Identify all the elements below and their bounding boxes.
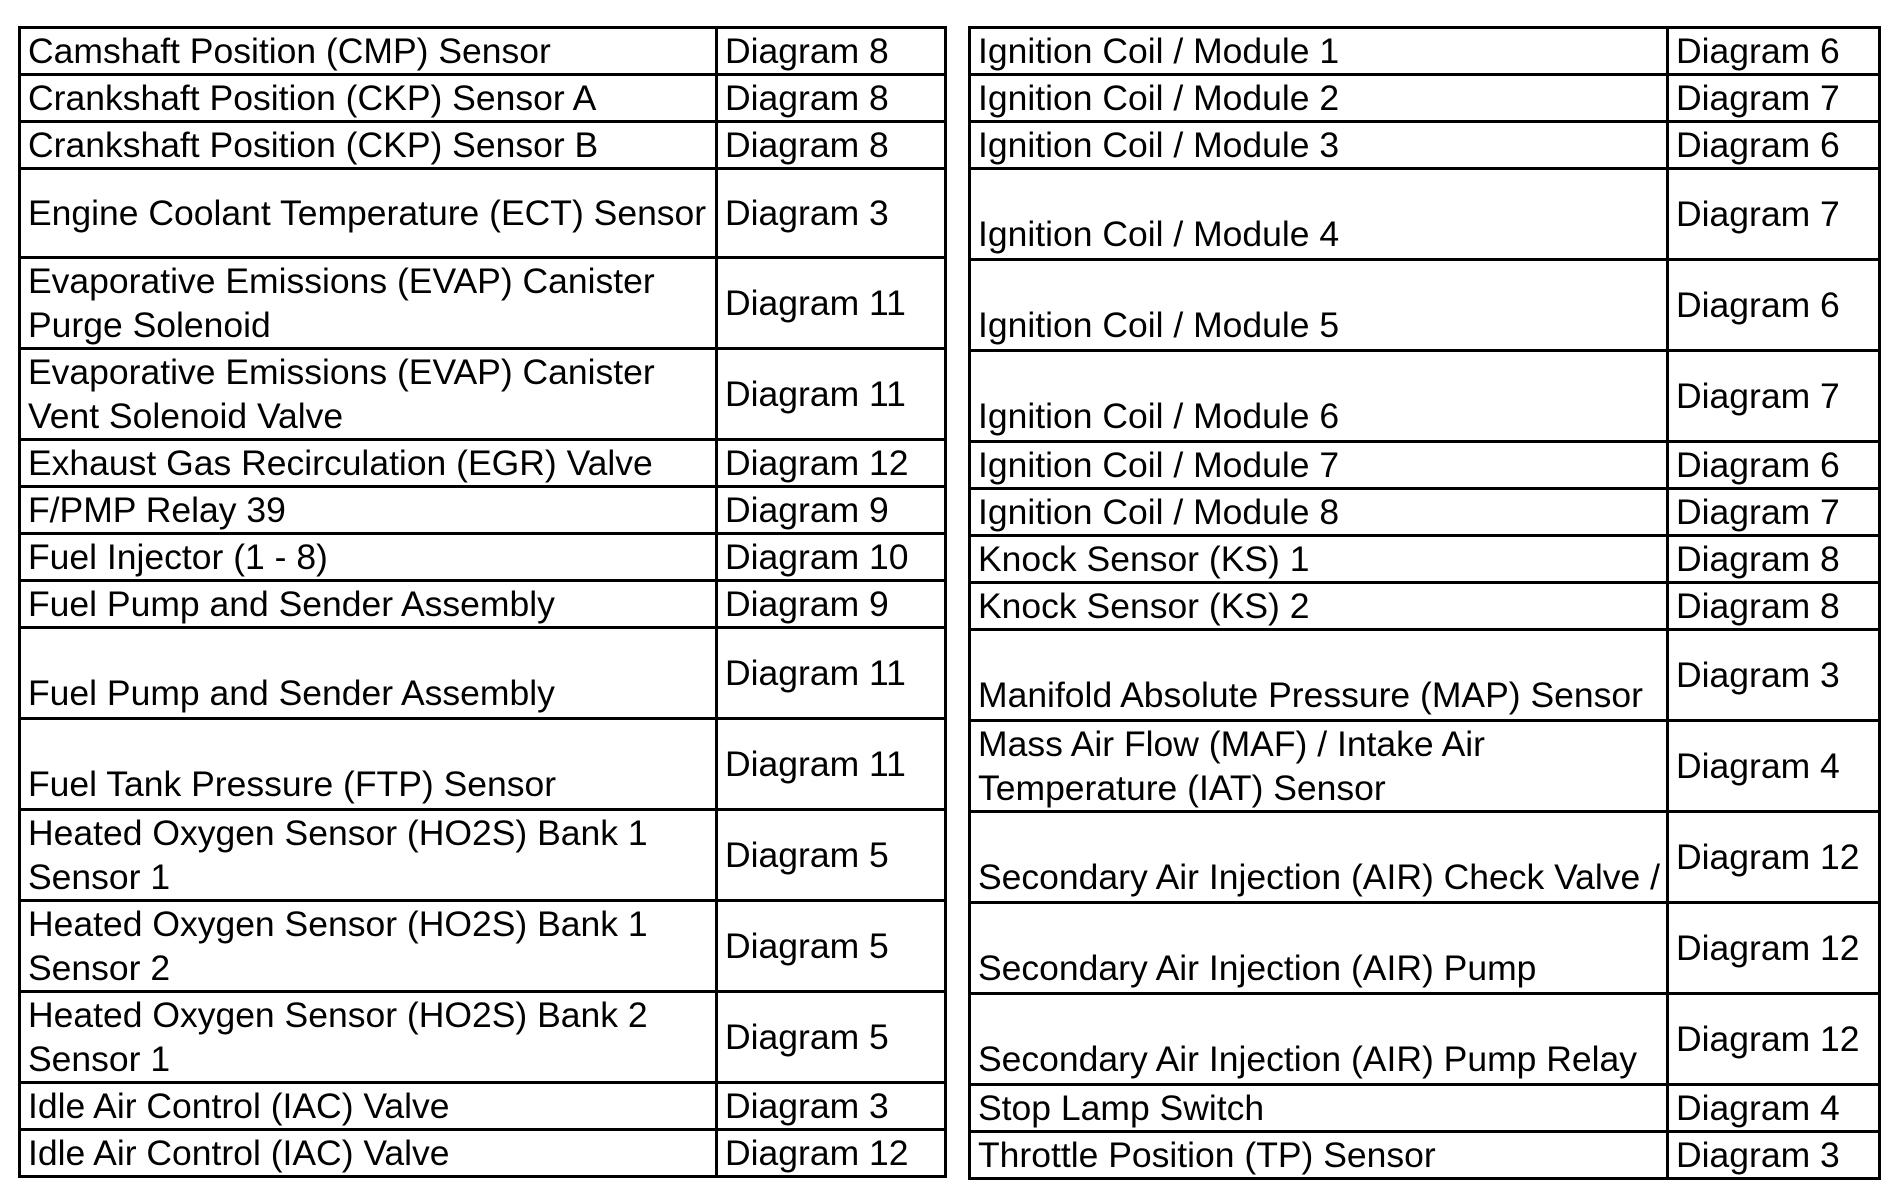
component-name-cell: Knock Sensor (KS) 1 <box>970 536 1668 583</box>
diagram-reference-cell: Diagram 12 <box>717 1130 946 1177</box>
table-row <box>970 812 1880 903</box>
component-name-cell: Evaporative Emissions (EVAP) Canister Vent Solenoid Valve <box>20 349 717 440</box>
table-row <box>970 721 1880 812</box>
table-row <box>20 628 946 719</box>
diagram-reference-cell: Diagram 5 <box>717 992 946 1083</box>
table-row <box>20 487 946 534</box>
component-name-cell: Evaporative Emissions (EVAP) Canister Purge Solenoid <box>20 258 717 349</box>
component-name-cell: Secondary Air Injection (AIR) Pump <box>970 903 1668 994</box>
table-row <box>20 28 946 75</box>
component-name-cell: Ignition Coil / Module 6 <box>970 351 1668 442</box>
component-name-cell: Idle Air Control (IAC) Valve <box>20 1130 717 1177</box>
component-name-cell: Ignition Coil / Module 5 <box>970 260 1668 351</box>
diagram-reference-cell: Diagram 3 <box>717 169 946 258</box>
diagram-reference-cell: Diagram 7 <box>1668 169 1880 260</box>
component-name-cell: Fuel Pump and Sender Assembly <box>20 581 717 628</box>
diagram-reference-cell: Diagram 11 <box>717 628 946 719</box>
diagram-reference-cell: Diagram 8 <box>1668 536 1880 583</box>
diagram-reference-cell: Diagram 12 <box>717 440 946 487</box>
diagram-reference-cell: Diagram 3 <box>1668 630 1880 721</box>
table-row <box>970 903 1880 994</box>
component-name-cell: Heated Oxygen Sensor (HO2S) Bank 2 Sensor 1 <box>20 992 717 1083</box>
table-row <box>970 489 1880 536</box>
table-row <box>970 75 1880 122</box>
diagram-reference-cell: Diagram 6 <box>1668 442 1880 489</box>
component-name-cell: Crankshaft Position (CKP) Sensor B <box>20 122 717 169</box>
table-row <box>970 994 1880 1085</box>
table-row <box>20 122 946 169</box>
component-name-cell: Manifold Absolute Pressure (MAP) Sensor <box>970 630 1668 721</box>
table-row <box>970 630 1880 721</box>
table-row <box>970 1085 1880 1132</box>
component-name-cell: Heated Oxygen Sensor (HO2S) Bank 1 Sensor 2 <box>20 901 717 992</box>
diagram-reference-cell: Diagram 8 <box>717 75 946 122</box>
table-row <box>970 260 1880 351</box>
component-name-cell: Mass Air Flow (MAF) / Intake Air Temperature (IAT) Sensor <box>970 721 1668 812</box>
component-name-cell: Knock Sensor (KS) 2 <box>970 583 1668 630</box>
diagram-reference-cell: Diagram 12 <box>1668 994 1880 1085</box>
diagram-reference-cell: Diagram 6 <box>1668 28 1880 75</box>
table-row <box>20 1083 946 1130</box>
table-row <box>20 810 946 901</box>
diagram-reference-cell: Diagram 7 <box>1668 489 1880 536</box>
diagram-reference-cell: Diagram 9 <box>717 581 946 628</box>
table-row <box>970 122 1880 169</box>
diagram-reference-cell: Diagram 9 <box>717 487 946 534</box>
diagram-reference-cell: Diagram 3 <box>717 1083 946 1130</box>
diagram-reference-cell: Diagram 5 <box>717 901 946 992</box>
table-row <box>20 901 946 992</box>
table-row <box>20 534 946 581</box>
diagram-reference-cell: Diagram 11 <box>717 719 946 810</box>
component-name-cell: Secondary Air Injection (AIR) Check Valve / <box>970 812 1668 903</box>
component-name-cell: Ignition Coil / Module 8 <box>970 489 1668 536</box>
table-row <box>970 1132 1880 1179</box>
component-name-cell: Fuel Tank Pressure (FTP) Sensor <box>20 719 717 810</box>
table-row <box>970 169 1880 260</box>
table-row <box>20 349 946 440</box>
table-row <box>970 536 1880 583</box>
diagram-reference-cell: Diagram 7 <box>1668 351 1880 442</box>
table-row <box>20 581 946 628</box>
diagram-reference-cell: Diagram 11 <box>717 258 946 349</box>
component-name-cell: Exhaust Gas Recirculation (EGR) Valve <box>20 440 717 487</box>
diagram-reference-cell: Diagram 10 <box>717 534 946 581</box>
component-name-cell: Crankshaft Position (CKP) Sensor A <box>20 75 717 122</box>
table-row <box>970 583 1880 630</box>
diagram-reference-cell: Diagram 5 <box>717 810 946 901</box>
component-diagram-table-left <box>18 26 947 1178</box>
table-row <box>20 992 946 1083</box>
diagram-reference-cell: Diagram 6 <box>1668 260 1880 351</box>
diagram-reference-cell: Diagram 7 <box>1668 75 1880 122</box>
diagram-reference-cell: Diagram 8 <box>717 28 946 75</box>
diagram-reference-cell: Diagram 8 <box>1668 583 1880 630</box>
diagram-reference-cell: Diagram 12 <box>1668 903 1880 994</box>
component-name-cell: F/PMP Relay 39 <box>20 487 717 534</box>
component-name-cell: Secondary Air Injection (AIR) Pump Relay <box>970 994 1668 1085</box>
table-row <box>20 440 946 487</box>
right-table-body <box>970 28 1880 1179</box>
diagram-reference-cell: Diagram 8 <box>717 122 946 169</box>
left-table-body <box>20 28 946 1177</box>
diagram-reference-cell: Diagram 4 <box>1668 1085 1880 1132</box>
component-name-cell: Ignition Coil / Module 2 <box>970 75 1668 122</box>
table-row <box>970 28 1880 75</box>
component-name-cell: Ignition Coil / Module 4 <box>970 169 1668 260</box>
table-row <box>20 75 946 122</box>
component-diagram-table-right <box>968 26 1881 1180</box>
component-name-cell: Camshaft Position (CMP) Sensor <box>20 28 717 75</box>
component-name-cell: Stop Lamp Switch <box>970 1085 1668 1132</box>
table-row <box>20 169 946 258</box>
component-name-cell: Fuel Injector (1 - 8) <box>20 534 717 581</box>
table-row <box>970 351 1880 442</box>
component-name-cell: Fuel Pump and Sender Assembly <box>20 628 717 719</box>
diagram-reference-cell: Diagram 4 <box>1668 721 1880 812</box>
diagram-reference-cell: Diagram 12 <box>1668 812 1880 903</box>
component-name-cell: Ignition Coil / Module 1 <box>970 28 1668 75</box>
component-name-cell: Ignition Coil / Module 3 <box>970 122 1668 169</box>
component-name-cell: Throttle Position (TP) Sensor <box>970 1132 1668 1179</box>
table-row <box>20 1130 946 1177</box>
table-row <box>20 719 946 810</box>
table-row <box>970 442 1880 489</box>
component-name-cell: Heated Oxygen Sensor (HO2S) Bank 1 Sensor 1 <box>20 810 717 901</box>
diagram-reference-cell: Diagram 11 <box>717 349 946 440</box>
diagram-reference-cell: Diagram 6 <box>1668 122 1880 169</box>
component-name-cell: Engine Coolant Temperature (ECT) Sensor <box>20 169 717 258</box>
component-name-cell: Idle Air Control (IAC) Valve <box>20 1083 717 1130</box>
component-name-cell: Ignition Coil / Module 7 <box>970 442 1668 489</box>
table-row <box>20 258 946 349</box>
diagram-reference-cell: Diagram 3 <box>1668 1132 1880 1179</box>
